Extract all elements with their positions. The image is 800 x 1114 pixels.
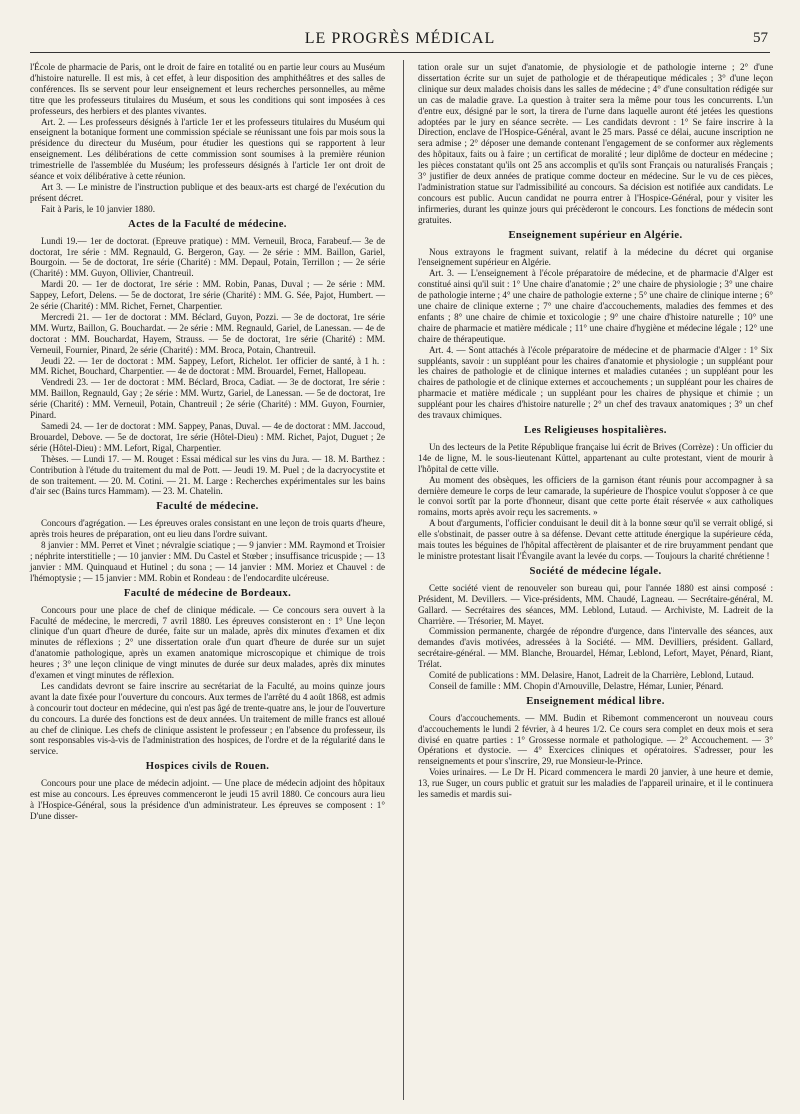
section-heading: Actes de la Faculté de médecine. (128, 218, 287, 230)
section-heading: Faculté de médecine. (156, 501, 259, 513)
paragraph: Samedi 24. — 1er de doctorat : MM. Sappey, Panas, Duval. — 4e de doctorat : MM. Jaccoud, Brouardel, Debove. — 5e de doctorat, 1re série (Hôtel-Dieu) : MM. Richet, Pajot, Duguet ; 2e série (Hôtel-Dieu) : MM. Lefort, Rigal, Charpentier. (30, 421, 385, 453)
section-heading: Enseignement médical libre. (526, 695, 665, 707)
paragraph: Jeudi 22. — 1er de doctorat : MM. Sappey, Lefort, Richelot. 1er officier de santé, à 1 h. : MM. Richet, Bouchard, Charpentier. — 4e de doctorat : MM. Brouardel, Fernet, Hallopeau. (30, 355, 385, 377)
paragraph: Concours pour une place de médecin adjoint. — Une place de médecin adjoint des hôpitaux est mise au concours. Les épreuves commenceront le jeudi 15 avril 1880. Ce concours aura lieu à l'Hospice-Général, sous la présidence d'un administrateur. Les épreuves se composent : 1° D'une disser- (30, 778, 385, 821)
paragraph: A bout d'arguments, l'officier conduisant le deuil dit à la bonne sœur qu'il se verrait obligé, si elle s'obstinait, de passer outre à sa défense. Devant cette attitude énergique la supérieure céda, mais toutes les béguines de l'hôpital affectèrent de plaisanter et de rire bruyamment pendant que le ministre protestant lisait l'Évangile avant la levée du corps. — Toujours la charité chrétienne ! (418, 518, 773, 561)
paragraph: Mercredi 21. — 1er de doctorat : MM. Béclard, Guyon, Pozzi. — 3e de doctorat, 1re série MM. Wurtz, Baillon, G. Bouchardat. — 2e série : MM. Regnauld, Gariel, de Lanessan. — 4e de doctorat : MM. Bouchardat, Hayem, Strauss. — 5e de doctorat, 1re série (Charité) : MM. Verneuil, Fournier, Pinard, 2e série (Charité) : MM. Broca, Potain, Chantreuil. (30, 311, 385, 355)
paragraph: Fait à Paris, le 10 janvier 1880. (40, 203, 156, 214)
paragraph: Mardi 20. — 1er de doctorat, 1re série : MM. Robin, Panas, Duval ; — 2e série : MM. Sappey, Lefort, Delens. — 5e de doctorat, 1re série (Charité) : MM. G. Sée, Pajot, Humbert. — 2e série (Charité) : MM. Richet, Fernet, Charpentier. (30, 279, 385, 312)
page-header (30, 28, 770, 53)
column-divider (403, 60, 404, 1100)
paragraph: Conseil de famille : MM. Chopin d'Arnouville, Delastre, Hémar, Lunier, Pénard. (428, 680, 724, 691)
paragraph: Cette société vient de renouveler son bureau qui, pour l'année 1880 est ainsi composé : Président, M. Devillers. — Vice-présidents, MM. Chaudé, Lagneau. — Secrétaire-général, M. Gallard. — Secrétaires des séances, MM. Leblond, Lutaud. — Archiviste, M. Ladreit de la Charrière. — Trésorier, M. Mayet. (418, 582, 773, 626)
paragraph: Nous extrayons le fragment suivant, relatif à la médecine du décret qui organise l'enseignement supérieur en Algérie. (418, 246, 773, 268)
paragraph: Lundi 19.— 1er de doctorat. (Epreuve pratique) : MM. Verneuil, Broca, Farabeuf.— 3e de doctorat, 1re série : MM. Regnauld, G. Bergeron, Gay. — 2e série : MM. Baillon, Gariel, Bourgoin. — 5e de doctorat, 1re série (Charité) : MM. Depaul, Potain, Terrillon ; — 2e série (Charité) : MM. Guyon, Ollivier, Chantreuil. (30, 235, 385, 279)
paragraph: Vendredi 23. — 1er de doctorat : MM. Béclard, Broca, Cadiat. — 3e de doctorat, 1re série : MM. Baillon, Regnauld, Gay ; 2e série : MM. Wurtz, Gariel, de Lanessan. — 5e de doctorat, 1re série (Charité) : MM. Verneuil, Potain, Chantreuil ; 2e série (Charité) : MM. Guyon, Fournier, Pinard. (30, 377, 385, 421)
paragraph: Concours d'agrégation. — Les épreuves orales consistant en une leçon de trois quarts d'heure, après trois heures de préparation, ont eu lieu dans l'ordre suivant. (30, 518, 385, 540)
paragraph: Thèses. — Lundi 17. — M. Rouget : Essai médical sur les vins du Jura. — 18. M. Barthez : Contribution à l'étude du traitement du mal de Pott. — Jeudi 19. M. Puel ; de la dacryocystite et de son traitement. — 20. M. Cotini. — 21. M. Large : Recherches expérimentales sur les bains d'air sec (Bains turcs Hammam). — 23. M. Chatelin. (30, 453, 385, 497)
paragraph: Voies urinaires. — Le Dr H. Picard commencera le mardi 20 janvier, à une heure et demie, 13, rue Suger, un cours public et gratuit sur les maladies de l'appareil urinaire, et il le continuera les samedis et mardis sui- (418, 767, 773, 800)
right-column (418, 62, 773, 800)
journal-title: LE PROGRÈS MÉDICAL (304, 30, 496, 47)
section-heading: Société de médecine légale. (529, 565, 662, 577)
paragraph: Art. 3. — L'enseignement à l'école préparatoire de médecine, et de pharmacie d'Alger est constitué ainsi qu'il suit : 1° Une chaire d'anatomie ; 2° une chaire de physiologie ; 3° une chaire de pathologie interne ; 4° une chaire de pathologie externe ; 5° une chaire de clinique interne ; 6° une chaire de clinique externe ; 7° une chaire d'accouchements, maladies des femmes et des enfants ; 8° une chaire de chimie et toxicologie ; 9° une chaire d'histoire naturelle ; 10° une chaire de pharmacie et matière médicale ; 11° une chaire d'hygiène et médecine légale ; 12° une chaire de thérapeutique. (418, 268, 773, 344)
section-heading: Faculté de médecine de Bordeaux. (123, 587, 292, 599)
paragraph: Au moment des obsèques, les officiers de la garnison étant réunis pour accompagner à sa dernière demeure le corps de leur camarade, la supérieure de l'hospice voulut s'opposer à ce que le convoi sortît par la porte d'honneur, disant que cette porte était réservée « aux catholiques romains, morts après avoir reçu les sacrements. » (418, 474, 773, 518)
paragraph: Un des lecteurs de la Petite République française lui écrit de Brives (Corrèze) : Un officier du 14e de ligne, M. le sous-lieutenant Küttel, appartenant au culte protestant, vient de mourir à l'hôpital de cette ville. (418, 441, 773, 474)
paragraph: Comité de publications : MM. Delasire, Hanot, Ladreit de la Charrière, Leblond, Lutaud. (428, 670, 754, 681)
paragraph: tation orale sur un sujet d'anatomie, de physiologie et de pathologie interne ; 2° d'une dissertation écrite sur un sujet de pathologie et de thérapeutique médicales ; 3° d'une leçon clinique sur deux malades choisis dans les salles de médecine ; 4° d'une consultation rédigée sur un cas de maladie grave. La question à traiter sera la même pour tous les concurrents. L'un d'entre eux, désigné par le sort, la tirera de l'urne dans laquelle auront été jetées les questions adoptées par le jury en séance secrète. — Les candidats devront : 1° Se faire inscrire à la Direction, enclave de l'Hospice-Général, avant le 25 mars. Passé ce délai, aucune inscription ne sera admise ; 2° déposer une demande contenant l'engagement de se conformer aux règlements des hôpitaux, faits ou à faire ; un certificat de moralité ; leur diplôme de docteur en médecine ; les pièces constatant qu'ils ont 25 ans accomplis et qu'ils sont Français ou naturalisés Français ; 3° justifier de deux années de pratique comme docteur en médecine. Sur le vu de ces pièces, l'administration statue sur l'admissibilité au concours. Sa décision est notifiée aux candidats. Le concours est public. Aucun candidat ne pourra entrer à l'Hospice-Général, pour y visiter les infirmeries, durant les quinze jours qui précèderont le concours. Les fonctions de médecin sont gratuites. (418, 62, 773, 225)
paragraph: Les candidats devront se faire inscrire au secrétariat de la Faculté, au moins quinze jours avant la date fixée pour l'ouverture du concours. Aux termes de l'arrêté du 4 août 1868, est admis à concourir tout docteur en médecine, qui n'est pas âgé de trente-quatre ans, le jour de l'ouverture du concours. La durée des fonctions est de deux années. Un traitement de mille francs est alloué au chef de clinique. Les chefs de clinique assistent le professeur ; en l'absence du professeur, ils sont responsables vis-à-vis de l'administration des hospices, de l'ordre et de la régularité dans le service. (30, 680, 385, 757)
paragraph: Commission permanente, chargée de répondre d'urgence, dans l'intervalle des séances, aux demandes d'avis motivées, adressées à la Société. — MM. Devilliers, président. Gallard, secrétaire-général. — MM. Blanche, Brouardel, Hémar, Leblond, Lefort, Mayet, Pénard, Riant, Trélat. (418, 626, 773, 670)
paragraph: Art. 2. — Les professeurs désignés à l'article 1er et les professeurs titulaires du Muséum qui enseignent la botanique forment une commission spéciale se réunissant une fois par mois sous la présidence du directeur du Muséum, pour étudier les questions qui se rapportent à leur enseignement. Les délibérations de cette commission sont soumises à la première réunion trimestrielle de l'assemblée du Muséum; les professeurs désignés à l'article 1er ont droit de séance et voix délibérative à cette réunion. (30, 116, 385, 182)
paragraph: Cours d'accouchements. — MM. Budin et Ribemont commenceront un nouveau cours d'accouchements le lundi 2 février, à 4 heures 1/2. Ce cours sera complet en deux mois et sera divisé en quatre parties : 1° Grossesse normale et pathologique. — 2° Accouchement. — 3° Opérations et dystocie. — 4° Exercices cliniques et opératoires. S'adresser, pour les renseignements et pour s'inscrire, 29, rue Monsieur-le-Prince. (418, 712, 773, 767)
paragraph: 8 janvier : MM. Perret et Vinet ; névralgie sciatique ; — 9 janvier : MM. Raymond et Troisier ; néphrite interstitielle ; — 10 janvier : MM. Du Castel et Stœber ; insuffisance tricuspide ; — 13 janvier : MM. Quinquaud et Hutinel ; du sona ; — 14 janvier : MM. Moriez et Chauvel : de l'hémoptysie ; — 15 janvier : MM. Robin et Rondeau : de l'endocardite ulcéreuse. (30, 540, 385, 583)
paragraph: Art 3. — Le ministre de l'instruction publique et des beaux-arts est chargé de l'exécution du présent décret. (30, 181, 385, 203)
left-column (30, 62, 385, 822)
section-heading: Enseignement supérieur en Algérie. (508, 229, 683, 241)
paragraph: Art. 4. — Sont attachés à l'école préparatoire de médecine et de pharmacie d'Alger : 1° Six suppléants, savoir : un suppléant pour les chaires d'anatomie et physiologie ; un suppléant pour les chaires de pathologie et de clinique internes et maladies cutanées ; un suppléant pour les chaires de pathologie et de clinique externes et accouchements ; un suppléant pour les chaires de pharmacie et matière médicale ; un suppléant pour les chaires de physique et chimie ; un suppléant pour les chaires d'histoire naturelle ; 2° un chef des travaux anatomiques ; 3° un chef des travaux chimiques. (418, 344, 773, 421)
paragraph: Concours pour une place de chef de clinique médicale. — Ce concours sera ouvert à la Faculté de médecine, le mercredi, 7 avril 1880. Les épreuves consisteront en : 1° Une leçon clinique d'un quart d'heure de durée, faite sur un malade, après dix minutes d'examen et dix minutes de réflexions ; 2° une dissertation orale d'un quart d'heure de durée sur un sujet d'anatomie pathologique, après un examen anatomique microscopique et chimique de trois heures ; 3° une leçon clinique de vingt minutes de durée sur deux malades, après dix minutes d'examen et vingt minutes de réflexion. (30, 604, 385, 681)
section-heading: Hospices civils de Rouen. (145, 761, 270, 773)
paragraph: l'École de pharmacie de Paris, ont le droit de faire en totalité ou en partie leur cours au Muséum d'histoire naturelle. Il est mis, à cet effet, à leur disposition des amphithéâtres et des salles de conférences. Ils se servent pour leur enseignement et leurs recherches personnelles, au même titre que les professeurs titulaires du Muséum, et sous les conditions qui sont imposées à ces professeurs, des herbiers et des plantes vivantes. (30, 62, 385, 116)
section-heading: Les Religieuses hospitalières. (524, 425, 667, 436)
page-number: 57 (753, 30, 768, 46)
